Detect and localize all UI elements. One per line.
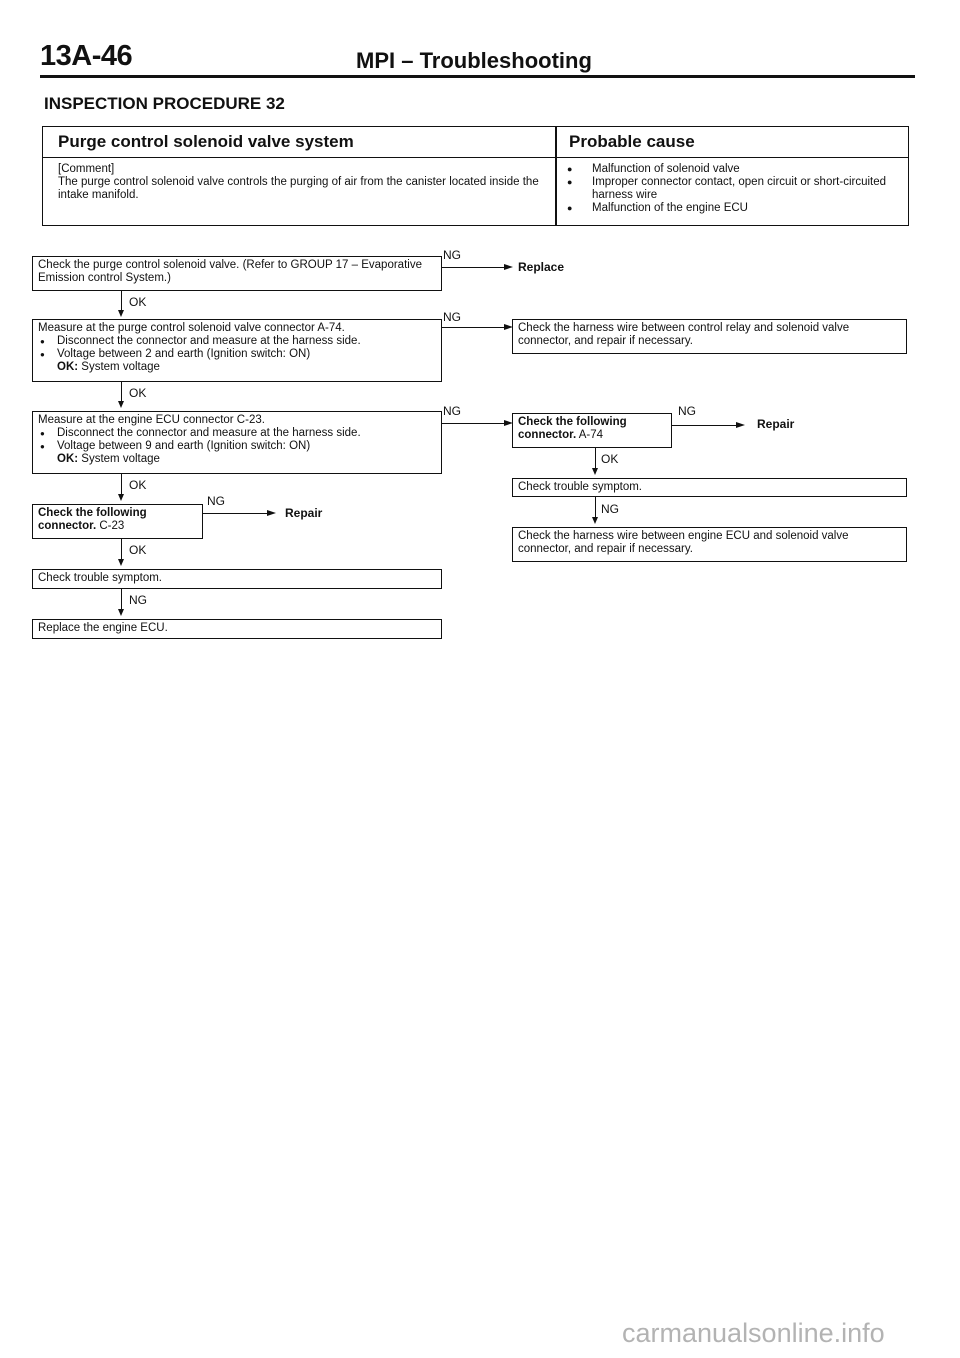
ok-value: System voltage — [81, 453, 160, 465]
left-check-ng-line — [203, 513, 267, 514]
step3-bullet: ● Voltage between 9 and earth (Ignition switch: ON) — [38, 440, 436, 453]
ok-connector-line — [121, 291, 122, 311]
step2-bullet: ● Disconnect the connector and measure at the harness side. — [38, 335, 436, 348]
repair-result: Repair — [285, 506, 323, 520]
step3-ng-line — [442, 423, 504, 424]
header-rule — [40, 75, 915, 78]
step3-bullet: ● Disconnect the connector and measure at the harness side. — [38, 427, 436, 440]
arrow-down-icon — [118, 310, 124, 317]
left-trouble-box — [32, 569, 442, 589]
step2-title: Measure at the purge control solenoid valve connector A-74. — [38, 322, 345, 334]
step3-ok-line — [38, 453, 436, 466]
ng-label: NG — [601, 502, 619, 516]
ng-label: NG — [443, 310, 461, 324]
arrow-down-icon — [118, 401, 124, 408]
left-check-connector-box — [32, 504, 203, 539]
ok-connector-line — [121, 474, 122, 495]
arrow-right-icon — [267, 510, 276, 516]
ng-label: NG — [443, 404, 461, 418]
info-table-header-rule — [43, 157, 908, 158]
replace-result: Replace — [518, 260, 565, 274]
right-final-text: Check the harness wire between engine ECU and solenoid valve connector, and repair if necessary. — [518, 530, 849, 555]
arrow-down-icon — [592, 517, 598, 524]
ok-connector-line — [121, 382, 122, 402]
check-connector-label: Check the following connector. — [38, 507, 147, 532]
right-final-box — [512, 527, 907, 562]
ok-key: OK: — [57, 361, 79, 373]
right-check-connector-box — [512, 413, 672, 448]
ok-label: OK — [129, 386, 147, 400]
left-final-box — [32, 619, 442, 639]
trouble-symptom-text: Check trouble symptom. — [518, 481, 642, 493]
ok-connector-line — [121, 539, 122, 560]
ng-label: NG — [207, 494, 225, 508]
arrow-down-icon — [118, 559, 124, 566]
cause-item: ● Improper connector contact, open circuit or short-circuited harness wire — [567, 176, 907, 202]
ok-label: OK — [129, 543, 147, 557]
arrow-right-icon — [504, 264, 513, 270]
check-connector-label: Check the following connector. — [518, 416, 627, 441]
step2-ng-box — [512, 319, 907, 354]
arrow-down-icon — [118, 494, 124, 501]
ng-label: NG — [678, 404, 696, 418]
step1-ng-line — [442, 267, 504, 268]
cause-item: ● Malfunction of the engine ECU — [567, 202, 907, 215]
step2-bullet: ● Voltage between 2 and earth (Ignition switch: ON) — [38, 348, 436, 361]
step3-box — [32, 411, 442, 474]
cause-item: ● Malfunction of solenoid valve — [567, 163, 907, 176]
ok-label: OK — [129, 478, 147, 492]
page-number: 13A-46 — [40, 40, 133, 72]
step3-title: Measure at the engine ECU connector C-23. — [38, 414, 265, 426]
left-final-text: Replace the engine ECU. — [38, 622, 168, 634]
ok-value: System voltage — [81, 361, 160, 373]
ok-connector-line — [595, 448, 596, 469]
step2-ng-text: Check the harness wire between control relay and solenoid valve connector, and repair if necessary. — [518, 322, 850, 347]
comment-text: [Comment] The purge control solenoid valve controls the purging of air from the canister located inside the intake manifold. — [58, 163, 539, 201]
right-trouble-box — [512, 478, 907, 497]
step2-ok-line — [38, 361, 436, 374]
arrow-down-icon — [592, 468, 598, 475]
connector-code: A-74 — [578, 429, 604, 441]
procedure-title: INSPECTION PROCEDURE 32 — [44, 94, 285, 113]
step2-box — [32, 319, 442, 382]
system-heading: Purge control solenoid valve system — [58, 132, 354, 151]
step1-text: Check the purge control solenoid valve. (Refer to GROUP 17 – Evaporative Emission control System.) — [38, 259, 422, 284]
ng-connector-line — [121, 589, 122, 610]
info-table — [42, 126, 909, 226]
page-title: MPI – Troubleshooting — [356, 48, 592, 73]
ok-key: OK: — [57, 453, 79, 465]
arrow-right-icon — [736, 422, 745, 428]
ok-label: OK — [129, 295, 147, 309]
watermark: carmanualsonline.info — [622, 1318, 885, 1348]
arrow-down-icon — [118, 609, 124, 616]
trouble-symptom-text: Check trouble symptom. — [38, 572, 162, 584]
step2-ng-line — [442, 327, 504, 328]
connector-code: C-23 — [99, 520, 125, 532]
right-check-ng-line — [672, 425, 736, 426]
repair-result: Repair — [757, 417, 795, 431]
probable-cause-heading: Probable cause — [569, 132, 695, 151]
ng-label: NG — [129, 593, 147, 607]
ok-label: OK — [601, 452, 619, 466]
step1-box — [32, 256, 442, 291]
ng-label: NG — [443, 248, 461, 262]
info-table-divider — [555, 127, 557, 225]
ng-connector-line — [595, 497, 596, 518]
cause-list — [567, 163, 907, 215]
